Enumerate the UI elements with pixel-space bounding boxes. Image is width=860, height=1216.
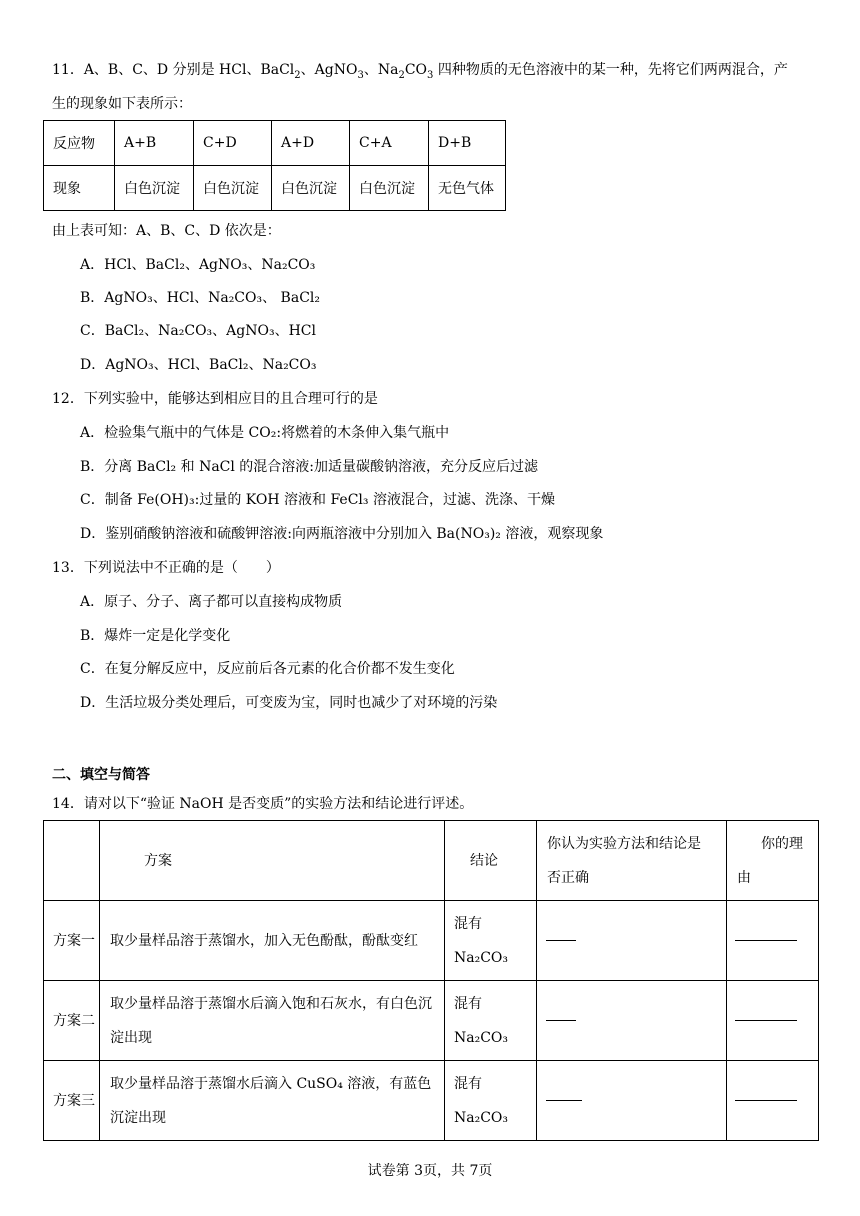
q11-stem-line2: 生的现象如下表所示： xyxy=(52,96,192,112)
answer-reason-2[interactable] xyxy=(727,981,819,1061)
answer-judge-3[interactable] xyxy=(537,1061,727,1141)
plan-name: 方案三 xyxy=(44,1061,100,1141)
q13-option-b[interactable]: B．爆炸一定是化学变化 xyxy=(80,628,231,644)
blank-line[interactable] xyxy=(735,1100,797,1101)
table-row xyxy=(44,121,506,166)
table-cell: 反应物 xyxy=(44,121,115,166)
q13-stem: 13．下列说法中不正确的是（ ） xyxy=(52,560,280,576)
table-cell: 现象 xyxy=(44,166,115,211)
q11-reaction-table xyxy=(43,120,506,211)
blank-line[interactable] xyxy=(546,1020,576,1021)
plan-name: 方案一 xyxy=(44,901,100,981)
blank-line[interactable] xyxy=(735,1020,797,1021)
table-cell: 无色气体 xyxy=(429,166,506,211)
q11-stem-line1: 11．A、B、C、D 分别是 HCl、BaCl$_2$、AgNO$_3$、$Na_2CO_3$ 四种物质的无色溶液中的某一种，先将它们两两混合，产 xyxy=(52,62,788,81)
answer-judge-2[interactable] xyxy=(537,981,727,1061)
plan-method: 取少量样品溶于蒸馏水，加入无色酚酞，酚酞变红 xyxy=(100,901,445,981)
q12-option-c[interactable]: C．制备 Fe(OH)₃:过量的 KOH 溶液和 FeCl₃ 溶液混合，过滤、洗涤、干燥 xyxy=(80,492,555,508)
header-judge: 你认为实验方法和结论是否正确 xyxy=(537,821,727,901)
q11-option-a[interactable]: A．HCl、BaCl₂、AgNO₃、Na₂CO₃ xyxy=(80,257,316,273)
q12-option-d[interactable]: D．鉴别硝酸钠溶液和硫酸钾溶液:向两瓶溶液中分别加入 Ba(NO₃)₂ 溶液，观察现象 xyxy=(80,526,604,542)
table-cell: 白色沉淀 xyxy=(350,166,429,211)
table-cell: 白色沉淀 xyxy=(115,166,194,211)
table-cell-empty xyxy=(44,821,100,901)
q11-option-b[interactable]: B．AgNO₃、HCl、Na₂CO₃、 BaCl₂ xyxy=(80,290,320,306)
table-row xyxy=(44,981,819,1061)
section-title: 二、填空与简答 xyxy=(52,767,150,783)
q12-option-a[interactable]: A．检验集气瓶中的气体是 CO₂:将燃着的木条伸入集气瓶中 xyxy=(80,425,450,441)
table-cell: A+B xyxy=(115,121,194,166)
plan-method: 取少量样品溶于蒸馏水后滴入 CuSO₄ 溶液，有蓝色沉淀出现 xyxy=(100,1061,445,1141)
q13-option-d[interactable]: D．生活垃圾分类处理后，可变废为宝，同时也减少了对环境的污染 xyxy=(80,695,498,711)
q14-stem: 14．请对以下“验证 NaOH 是否变质”的实验方法和结论进行评述。 xyxy=(52,796,474,812)
q14-evaluation-table xyxy=(43,820,819,1141)
q11-conclusion: 由上表可知：A、B、C、D 依次是： xyxy=(52,223,281,239)
answer-reason-1[interactable] xyxy=(727,901,819,981)
table-cell: C+D xyxy=(194,121,272,166)
table-cell: 白色沉淀 xyxy=(272,166,350,211)
plan-conclusion: 混有 Na₂CO₃ xyxy=(445,981,537,1061)
table-cell: A+D xyxy=(272,121,350,166)
header-plan: 方案 xyxy=(100,821,445,901)
table-cell: 白色沉淀 xyxy=(194,166,272,211)
blank-line[interactable] xyxy=(546,1100,582,1101)
q11-option-c[interactable]: C．BaCl₂、Na₂CO₃、AgNO₃、HCl xyxy=(80,323,316,339)
plan-method: 取少量样品溶于蒸馏水后滴入饱和石灰水，有白色沉淀出现 xyxy=(100,981,445,1061)
q13-option-c[interactable]: C．在复分解反应中，反应前后各元素的化合价都不发生变化 xyxy=(80,661,455,677)
answer-reason-3[interactable] xyxy=(727,1061,819,1141)
q12-stem: 12．下列实验中，能够达到相应目的且合理可行的是 xyxy=(52,391,378,407)
table-row xyxy=(44,166,506,211)
header-reason: 你的理由 xyxy=(727,821,819,901)
blank-line[interactable] xyxy=(735,940,797,941)
q11-option-d[interactable]: D．AgNO₃、HCl、BaCl₂、Na₂CO₃ xyxy=(80,357,317,373)
table-row xyxy=(44,1061,819,1141)
blank-line[interactable] xyxy=(546,940,576,941)
q13-option-a[interactable]: A．原子、分子、离子都可以直接构成物质 xyxy=(80,594,343,610)
header-conclusion: 结论 xyxy=(445,821,537,901)
plan-name: 方案二 xyxy=(44,981,100,1061)
table-cell: C+A xyxy=(350,121,429,166)
plan-conclusion: 混有 Na₂CO₃ xyxy=(445,1061,537,1141)
table-row xyxy=(44,821,819,901)
page-footer: 试卷第 3页，共 7页 xyxy=(367,1163,493,1179)
answer-judge-1[interactable] xyxy=(537,901,727,981)
table-row xyxy=(44,901,819,981)
table-cell: D+B xyxy=(429,121,506,166)
plan-conclusion: 混有 Na₂CO₃ xyxy=(445,901,537,981)
q12-option-b[interactable]: B．分离 BaCl₂ 和 NaCl 的混合溶液:加适量碳酸钠溶液，充分反应后过滤 xyxy=(80,459,539,475)
